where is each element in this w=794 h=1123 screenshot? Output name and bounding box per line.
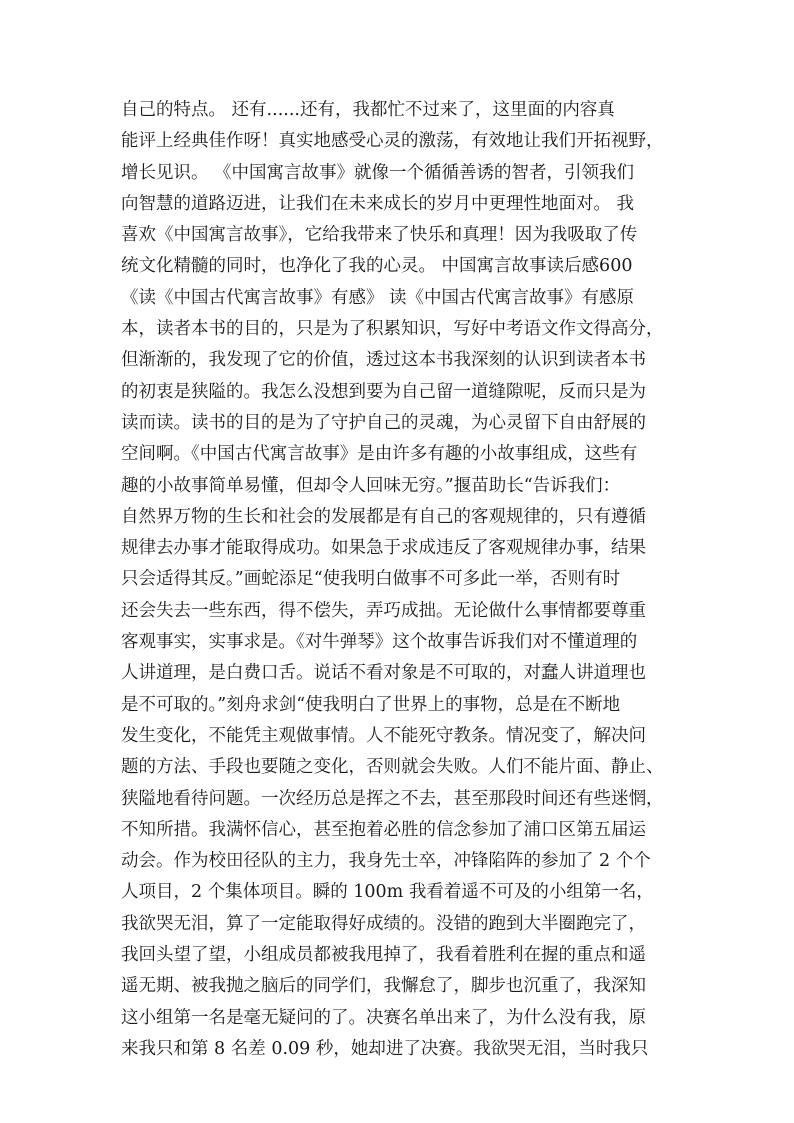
text-line: 发生变化，不能凭主观做事情。人不能死守教条。情况变了，解决问 [121,725,646,746]
text-line: 题的方法、手段也要随之变化，否则就会失败。人们不能片面、静止、 [121,757,664,778]
text-line: 狭隘地看待问题。一次经历总是挥之不去，甚至那段时间还有些迷惘， [121,788,664,809]
text-line: 人讲道理，是白费口舌。说话不看对象是不可取的，对蠢人讲道理也 [121,663,646,684]
text-line: 本，读者本书的目的，只是为了积累知识，写好中考语文作文得高分， [121,319,664,340]
text-line: 空间啊。《中国古代寓言故事》是由许多有趣的小故事组成，这些有 [121,444,638,465]
text-line: 读而读。读书的目的是为了守护自己的灵魂，为心灵留下自由舒展的 [121,412,646,433]
text-line: 来我只和第 8 名差 0.09 秒，她却进了决赛。我欲哭无泪，当时我只 [121,1038,649,1059]
text-line: 增长见识。 《中国寓言故事》就像一个循循善诱的智者，引领我们 [121,162,635,183]
text-line: 不知所措。我满怀信心，甚至抱着必胜的信念参加了浦口区第五届运 [121,819,646,840]
text-line: 但渐渐的，我发现了它的价值，透过这本书我深刻的认识到读者本书 [121,350,646,371]
text-line: 遥无期、被我抛之脑后的同学们，我懈怠了，脚步也沉重了，我深知 [121,976,646,997]
text-line: 趣的小故事简单易懂，但却令人回味无穷。”揠苗助长“告诉我们： [121,475,621,496]
text-line: 只会适得其反。”画蛇添足“使我明白做事不可多此一举，否则有时 [121,569,621,590]
text-line: 我欲哭无泪，算了一定能取得好成绩的。没错的跑到大半圈跑完了， [121,913,646,934]
text-line: 这小组第一名是毫无疑问的了。决赛名单出来了，为什么没有我，原 [121,1007,646,1028]
text-line: 动会。作为校田径队的主力，我身先士卒，冲锋陷阵的参加了 2 个个 [121,851,651,872]
text-line: 向智慧的道路迈进，让我们在未来成长的岁月中更理性地面对。 我 [121,193,635,214]
text-line: 自己的特点。 还有......还有，我都忙不过来了，这里面的内容真 [121,100,615,120]
text-line: 我回头望了望，小组成员都被我甩掉了，我看着胜利在握的重点和遥 [121,945,646,966]
text-line: 客观事实，实事求是。《对牛弹琴》这个故事告诉我们对不懂道理的 [121,632,638,653]
document-body [121,95,681,1065]
text-line: 人项目，2 个集体项目。瞬的 100m 我看着遥不可及的小组第一名， [121,882,654,903]
text-line: 统文化精髓的同时，也净化了我的心灵。 中国寓言故事读后感600 [121,256,633,277]
text-line: 还会失去一些东西，得不偿失，弄巧成拙。无论做什么事情都要尊重 [121,600,646,621]
text-line: 能评上经典佳作呀！真实地感受心灵的激荡，有效地让我们开拓视野， [121,131,664,152]
text-line: 规律去办事才能取得成功。如果急于求成违反了客观规律办事，结果 [121,538,646,559]
text-line: 是不可取的。”刻舟求剑“使我明白了世界上的事物，总是在不断地 [121,694,621,715]
text-line: 自然界万物的生长和社会的发展都是有自己的客观规律的，只有遵循 [121,506,646,527]
text-line: 的初衷是狭隘的。我怎么没想到要为自己留一道缝隙呢，反而只是为 [121,381,646,402]
text-line: 喜欢《中国寓言故事》，它给我带来了快乐和真理！因为我吸取了传 [121,225,638,246]
text-line: 《读《中国古代寓言故事》有感》 读《中国古代寓言故事》有感原 [121,287,635,308]
